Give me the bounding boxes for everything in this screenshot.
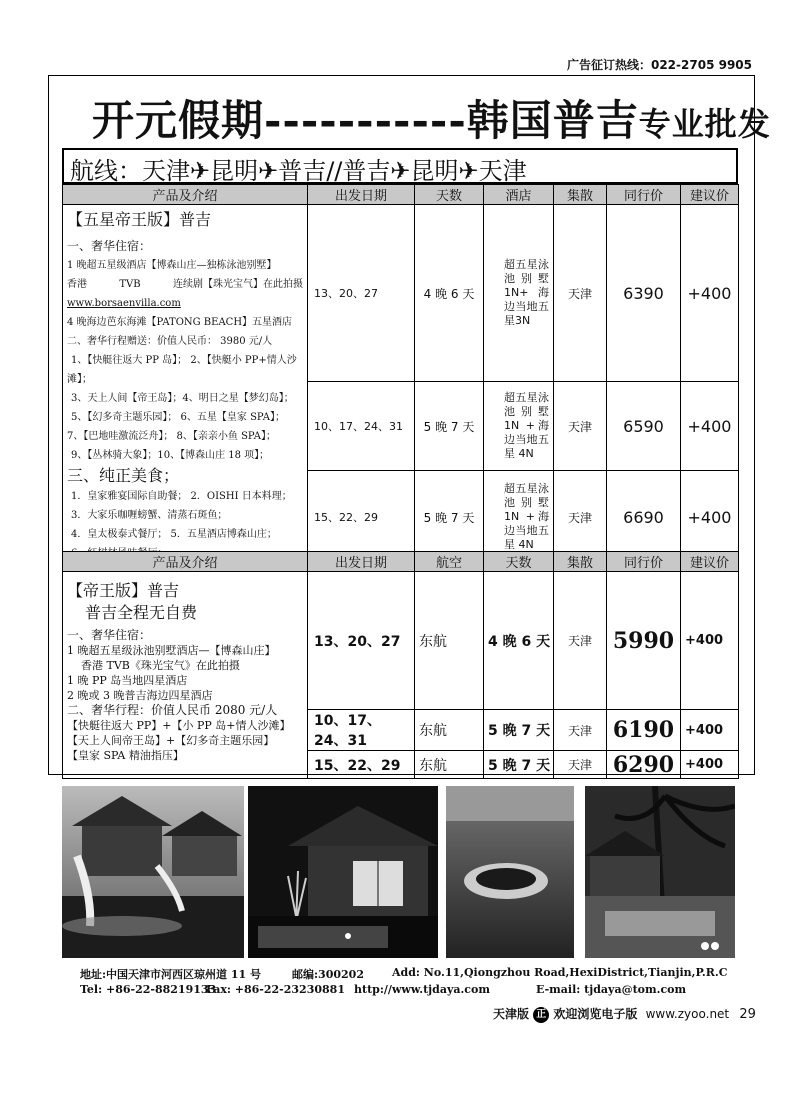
text-line: 1 晚超五星级酒店【博森山庄—独栋泳池别墅】 bbox=[67, 260, 277, 271]
hotel-info: 超五星泳池别墅 1N +海边当地五星 4N bbox=[484, 382, 554, 471]
footer-website[interactable]: http://www.tjdaya.com bbox=[354, 983, 490, 996]
product-subtitle: 普吉全程无自费 bbox=[85, 603, 198, 622]
suggested-price: +400 bbox=[681, 205, 739, 382]
page-number: 29 bbox=[739, 1007, 756, 1022]
footer-fax: Fax: +86-22-23230881 bbox=[206, 983, 345, 996]
col-header: 天数 bbox=[415, 185, 484, 205]
edition-label: 天津版 bbox=[493, 1007, 530, 1021]
trade-price: 6690 bbox=[607, 471, 681, 564]
text-line: 4．皇太极泰式餐厅； 5．五星酒店博森山庄； bbox=[71, 529, 277, 540]
col-header: 产品及介绍 bbox=[63, 185, 308, 205]
col-header: 同行价 bbox=[607, 552, 681, 572]
ad-hotline: 广告征订热线：022-2705 9905 bbox=[566, 58, 752, 72]
col-header: 建议价 bbox=[681, 552, 739, 572]
trip-days: 5 晚 7 天 bbox=[484, 710, 554, 751]
col-header: 出发日期 bbox=[308, 552, 415, 572]
text-line: 1、【快艇往返大 PP 岛】； 2、【快艇小 PP+情人沙 bbox=[71, 355, 297, 366]
text-line: 5、【幻多奇主题乐园】； 6、五星【皇家 SPA】； bbox=[71, 412, 285, 423]
text-line: 【天上人间帝王岛】+【幻多奇主题乐园】 bbox=[67, 734, 275, 747]
suggested-price: +400 bbox=[681, 471, 739, 564]
footer-address-en: Add: No.11,Qiongzhou Road,HexiDistrict,Tianjin,P.R.C bbox=[392, 966, 728, 979]
text-line: 滩】； bbox=[67, 374, 92, 385]
distribution-city: 天津 bbox=[554, 572, 607, 710]
table-header-row bbox=[63, 185, 739, 205]
col-header: 出发日期 bbox=[308, 185, 415, 205]
footer-email[interactable]: E-mail: tjdaya@tom.com bbox=[536, 983, 687, 996]
trade-price: 6290 bbox=[607, 751, 681, 779]
photo-villa-night bbox=[248, 786, 438, 958]
product-title: 【帝王版】普吉 bbox=[67, 581, 180, 600]
suggested-price: +400 bbox=[681, 382, 739, 471]
text-line: 9、【丛林骑大象】；10、【博森山庄 18 项】； bbox=[71, 450, 270, 461]
villa-night-image bbox=[248, 786, 438, 958]
departure-dates: 10、17、24、31 bbox=[308, 382, 415, 471]
departure-dates: 13、20、27 bbox=[308, 205, 415, 382]
ad-title bbox=[92, 88, 771, 148]
col-header: 建议价 bbox=[681, 185, 739, 205]
photo-resort-pool bbox=[585, 786, 735, 958]
suggested-price: +400 bbox=[681, 751, 739, 779]
suggested-price: +400 bbox=[681, 572, 739, 710]
footer-address: 地址:中国天津市河西区琼州道 11 号 bbox=[80, 968, 262, 981]
table-header-row bbox=[63, 552, 739, 572]
text-line: 1 晚超五星级泳池别墅酒店—【博森山庄】 bbox=[67, 644, 276, 657]
col-header: 集散 bbox=[554, 552, 607, 572]
section-heading: 一、奢华住宿： bbox=[67, 628, 152, 642]
section-heading: 二、奢华行程：价值人民币 2080 元/人 bbox=[67, 703, 278, 717]
trip-days: 5 晚 7 天 bbox=[484, 751, 554, 779]
text-line: 香港 TVB《珠光宝气》在此拍摄 bbox=[81, 659, 240, 672]
photo-villa-fountain bbox=[62, 786, 244, 958]
trip-days: 5 晚 7 天 bbox=[415, 471, 484, 564]
website-link[interactable]: www.borsaenvilla.com bbox=[67, 298, 181, 309]
airline: 东航 bbox=[415, 751, 484, 779]
site-link[interactable]: www.zyoo.net bbox=[645, 1007, 730, 1021]
hotel-info: 超五星泳池别墅1N+海边当地五星3N bbox=[484, 205, 554, 382]
text-line: 7、【巴地哇激流泛舟】； 8、【亲亲小鱼 SPA】； bbox=[67, 431, 276, 442]
product-description bbox=[63, 205, 308, 564]
bottom-bar bbox=[493, 1005, 756, 1023]
trip-days: 4 晚 6 天 bbox=[484, 572, 554, 710]
col-header: 天数 bbox=[484, 552, 554, 572]
hotel-info: 超五星泳池别墅 1N +海边当地五星 4N bbox=[484, 471, 554, 564]
text-line: 3、天上人间【帝王岛】；4、明日之星【梦幻岛】； bbox=[71, 393, 294, 404]
distribution-city: 天津 bbox=[554, 205, 607, 382]
plane-arrow-icon: ✈ bbox=[458, 157, 479, 185]
distribution-city: 天津 bbox=[554, 710, 607, 751]
product-title: 【五星帝王版】普吉 bbox=[67, 210, 212, 229]
text-part: 香港 bbox=[67, 279, 87, 290]
trip-days: 5 晚 7 天 bbox=[415, 382, 484, 471]
table-row bbox=[63, 205, 739, 382]
route-prefix: 航线： bbox=[70, 157, 142, 185]
col-header: 产品及介绍 bbox=[63, 552, 308, 572]
villa-fountain-image bbox=[62, 786, 244, 958]
table-row bbox=[63, 572, 739, 710]
product-description bbox=[63, 572, 308, 779]
title-suffix: 专业批发 bbox=[638, 105, 771, 143]
departure-dates: 13、20、27 bbox=[308, 572, 415, 710]
route-line bbox=[62, 148, 738, 184]
section-heading: 二、奢华行程赠送：价值人民币： 3980 元/人 bbox=[67, 336, 273, 347]
route-stop: 天津 bbox=[478, 157, 527, 185]
text-line: 3．大家乐咖喱螃蟹、清蒸石斑鱼； bbox=[71, 510, 228, 521]
title-main: 开元假期-----------韩国普吉 bbox=[92, 96, 639, 145]
resort-pool-image bbox=[585, 786, 735, 958]
col-header: 航空 bbox=[415, 552, 484, 572]
suggested-price: +400 bbox=[681, 710, 739, 751]
plane-arrow-icon: ✈ bbox=[190, 157, 211, 185]
route-stop: 普吉//普吉 bbox=[278, 157, 391, 185]
distribution-city: 天津 bbox=[554, 382, 607, 471]
slogan: 欢迎浏览电子版 bbox=[553, 1007, 638, 1021]
text-line: 1 晚 PP 岛当地四星酒店 bbox=[67, 674, 188, 687]
section-heading: 三、纯正美食； bbox=[67, 466, 180, 485]
col-header: 酒店 bbox=[484, 185, 554, 205]
route-stop: 昆明 bbox=[410, 157, 459, 185]
five-star-table bbox=[62, 184, 739, 564]
island-aerial-image bbox=[446, 786, 574, 958]
footer-postcode: 邮编:300202 bbox=[292, 968, 364, 981]
airline: 东航 bbox=[415, 710, 484, 751]
trade-price: 5990 bbox=[607, 572, 681, 710]
text-line: 4 晚海边芭东海滩【PATONG BEACH】五星酒店 bbox=[67, 317, 293, 328]
plane-arrow-icon: ✈ bbox=[258, 157, 279, 185]
text-line: 【快艇往返大 PP】+【小 PP 岛+情人沙滩】 bbox=[67, 719, 291, 732]
text-line bbox=[67, 275, 303, 294]
route-stop: 昆明 bbox=[210, 157, 259, 185]
trade-price: 6590 bbox=[607, 382, 681, 471]
edition-badge-icon: 正 bbox=[533, 1007, 549, 1023]
plane-arrow-icon: ✈ bbox=[390, 157, 411, 185]
text-line: 2 晚或 3 晚普吉海边四星酒店 bbox=[67, 689, 213, 702]
photo-island-aerial bbox=[446, 786, 574, 958]
trade-price: 6190 bbox=[607, 710, 681, 751]
text-part: TVB bbox=[119, 279, 141, 290]
distribution-city: 天津 bbox=[554, 471, 607, 564]
text-part: 连续剧【珠光宝气】在此拍摄 bbox=[173, 279, 303, 290]
trade-price: 6390 bbox=[607, 205, 681, 382]
col-header: 同行价 bbox=[607, 185, 681, 205]
distribution-city: 天津 bbox=[554, 751, 607, 779]
departure-dates: 15、22、29 bbox=[308, 751, 415, 779]
emperor-table bbox=[62, 551, 739, 779]
departure-dates: 15、22、29 bbox=[308, 471, 415, 564]
section-heading: 一、奢华住宿： bbox=[67, 239, 152, 253]
text-line: 【皇家 SPA 精油指压】 bbox=[67, 749, 184, 762]
col-header: 集散 bbox=[554, 185, 607, 205]
text-line: 1．皇家雅宴国际自助餐； 2．OISHI 日本料理； bbox=[71, 491, 292, 502]
footer-tel: Tel: +86-22-88219133 bbox=[80, 983, 217, 996]
route-stop: 天津 bbox=[142, 157, 190, 185]
airline: 东航 bbox=[415, 572, 484, 710]
trip-days: 4 晚 6 天 bbox=[415, 205, 484, 382]
departure-dates: 10、17、24、31 bbox=[308, 710, 415, 751]
